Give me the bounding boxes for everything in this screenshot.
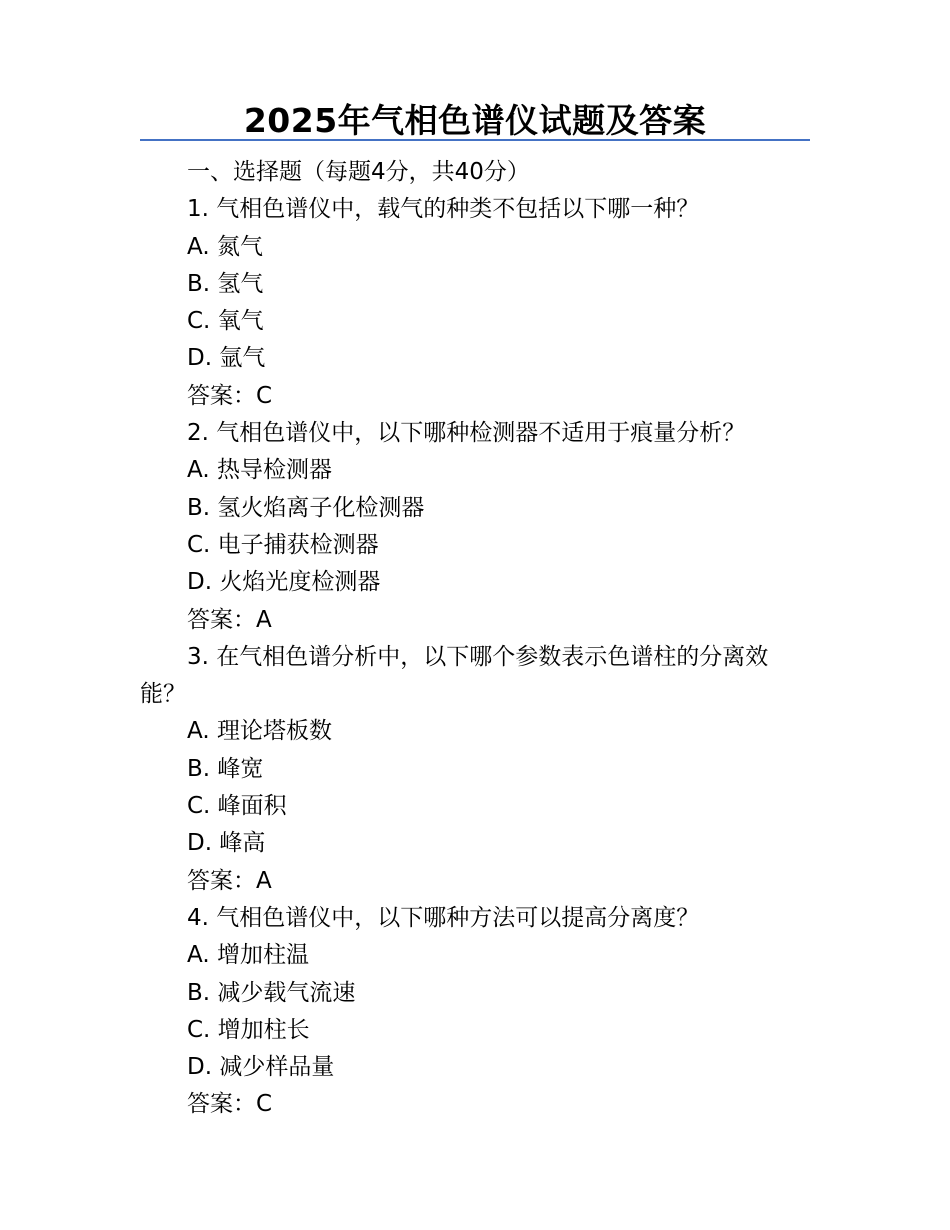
question-stem: 3. 在气相色谱分析中，以下哪个参数表示色谱柱的分离效能？ xyxy=(140,643,769,708)
option-c: C. 增加柱长 xyxy=(187,1016,310,1043)
option-d: D. 减少样品量 xyxy=(187,1054,335,1081)
answer-text: 答案：A xyxy=(187,867,272,894)
answer-text: 答案：C xyxy=(187,1091,273,1118)
document-body xyxy=(140,154,812,1124)
option-a: A. 热导检测器 xyxy=(187,457,332,484)
section-header: 一、选择题（每题4分，共40分） xyxy=(187,159,530,185)
option-a: A. 氮气 xyxy=(187,233,263,260)
option-c: C. 氧气 xyxy=(187,308,264,335)
option-b: B. 减少载气流速 xyxy=(187,979,356,1006)
option-c: C. 峰面积 xyxy=(187,793,287,820)
option-d: D. 氩气 xyxy=(187,345,266,372)
option-a: A. 理论塔板数 xyxy=(187,718,332,745)
answer-text: 答案：A xyxy=(187,606,272,633)
option-a: A. 增加柱温 xyxy=(187,942,309,969)
option-b: B. 峰宽 xyxy=(187,755,264,782)
option-b: B. 氢气 xyxy=(187,270,264,297)
document-title: 2025年气相色谱仪试题及答案 xyxy=(243,101,707,140)
option-b: B. 氢火焰离子化检测器 xyxy=(187,494,425,521)
question-stem: 2. 气相色谱仪中，以下哪种检测器不适用于痕量分析？ xyxy=(187,420,746,447)
option-c: C. 电子捕获检测器 xyxy=(187,531,379,558)
question-stem: 4. 气相色谱仪中，以下哪种方法可以提高分离度？ xyxy=(187,904,700,931)
option-d: D. 峰高 xyxy=(187,830,266,857)
title-underline xyxy=(140,139,810,141)
option-d: D. 火焰光度检测器 xyxy=(187,569,381,596)
answer-text: 答案：C xyxy=(187,382,273,409)
question-stem: 1. 气相色谱仪中，载气的种类不包括以下哪一种？ xyxy=(187,196,700,223)
